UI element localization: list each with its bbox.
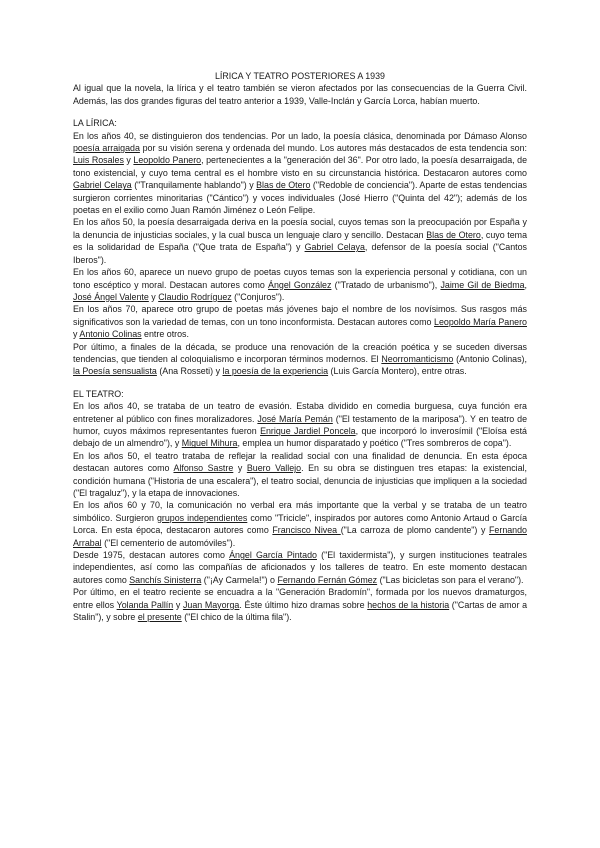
intro-paragraph: Al igual que la novela, la lírica y el teatro también se vieron afectados por las consecuencias de la Guerra Civil. Además, las dos grandes figuras del teatro anterior a 1939, Valle-Inclán y García Lorca, habían muerto. [73, 83, 527, 106]
teatro-paragraph: Por último, en el teatro reciente se encuadra a la "Generación Bradomín", formada por los nuevos dramaturgos, entre ellos Yolanda Pallín y Juan Mayorga. Éste último hizo dramas sobre hechos de la historia ("Cartas de amor a Stalin"), y sobre el presente ("El chico de la última fila"). [73, 587, 527, 623]
underlined-name: Luis Rosales [73, 155, 124, 166]
underlined-name: José María Pemán [257, 413, 333, 424]
underlined-name: Enrique Jardiel Poncela [260, 425, 356, 436]
underlined-name: Ángel García Pintado [229, 550, 317, 561]
underlined-name: Leopoldo María Panero [434, 316, 527, 327]
underlined-name: Antonio Colinas [79, 329, 142, 340]
underlined-name: la poesía de la experiencia [222, 366, 329, 377]
underlined-name: Juan Mayorga [182, 599, 240, 610]
underlined-name: Gabriel Celaya [304, 242, 365, 253]
underlined-name: Blas de Otero [256, 180, 311, 191]
lirica-heading: LA LÍRICA: [73, 118, 117, 129]
teatro-paragraph: En los años 60 y 70, la comunicación no verbal era más importante que la verbal y se trataba de un teatro simbólico. Surgieron grupos independientes como "Tricicle", inspirados por autores como Antonio Artaud o García Lorca. En esta época, destacaron autores como Francisco Nivea ("La carroza de plomo candente") y Fernando Arrabal ("El cementerio de automóviles"). [73, 500, 528, 548]
lirica-paragraph: En los años 60, aparece un nuevo grupo de poetas cuyos temas son la experiencia personal y cotidiana, con un tono escéptico y moral. Destacan autores como Ángel González ("Tratado de urbanismo"), Jaime Gil de Biedma, José Ángel Valente y Claudio Rodríguez ("Conjuros"). [73, 267, 527, 302]
teatro-heading: EL TEATRO: [73, 388, 124, 399]
underlined-name: Blas de Otero [426, 229, 481, 240]
lirica-paragraph: En los años 40, se distinguieron dos tendencias. Por un lado, la poesía clásica, denominada por Dámaso Alonso poesía arraigada por su visión serena y ordenada del mundo. Los autores más destacados de esta tendencia son: Luis Rosales y Leopoldo Panero, pertenecientes a la "generación del 36". Por otro lado, la poesía desarraigada, de tono existencial, y cuyo tema central es el hombre visto en su circunstancia histórica. Destacaron autores como Gabriel Celaya ("Tranquilamente hablando") y Blas de Otero ("Redoble de conciencia"). Aparte de estas tendencias surgieron corrientes minoritarias ("Cántico") y voces individuales (José Hierro ("Quinta del 42"); además de los poetas en el exilio como Juan Ramón Jiménez o León Felipe. [73, 130, 528, 216]
lirica-paragraph: En los años 50, la poesía desarraigada deriva en la poesía social, cuyos temas son la preocupación por España y la denuncia de injusticias sociales, y la cual busca un lenguaje claro y sencillo. Destacan Blas de Otero, cuyo tema es la solidaridad de España ("Que trata de España") y Gabriel Celaya, defensor de la poesía social ("Cantos Iberos"). [73, 217, 528, 265]
teatro-section [73, 400, 527, 623]
document-title: LÍRICA Y TEATRO POSTERIORES A 1939 [214, 71, 385, 81]
underlined-name: Ángel González [268, 279, 332, 290]
lirica-section [73, 130, 527, 378]
spacer [73, 378, 527, 388]
underlined-name: Gabriel Celaya [73, 180, 132, 191]
underlined-name: la Poesía sensualista [73, 366, 157, 377]
underlined-name: Neorromanticismo [381, 353, 454, 364]
spacer [73, 107, 527, 117]
lirica-paragraph: En los años 70, aparece otro grupo de poetas más jóvenes bajo el nombre de los novísimos. Sus rasgos más significativos son la variedad de temas, con un tono inconformista. Destacan autores como Leopoldo María Panero y Antonio Colinas entre otros. [73, 304, 527, 340]
underlined-name: Sanchís Sinisterra [129, 574, 202, 585]
underlined-name: José Ángel Valente [73, 291, 149, 302]
lirica-paragraph: Por último, a finales de la década, se produce una renovación de la creación poética y se suceden diversas tendencias, que tienden al coloquialismo e incorporan términos modernos. El Neorromanticismo (Antonio Colinas), la Poesía sensualista (Ana Rosseti) y la poesía de la experiencia (Luis García Montero), entre otras. [73, 341, 527, 377]
underlined-name: Miguel Mihura [181, 438, 238, 449]
underlined-name: Claudio Rodríguez [158, 291, 232, 302]
document-page [73, 70, 527, 623]
underlined-name: Leopoldo Panero [133, 155, 202, 166]
underlined-name: Fernando Fernán Gómez [277, 574, 378, 585]
underlined-name: Jaime Gil de Biedma [440, 279, 525, 290]
underlined-name: hechos de la historia [367, 599, 450, 610]
underlined-name: poesía arraigada [73, 143, 140, 154]
teatro-paragraph: Desde 1975, destacan autores como Ángel García Pintado ("El taxidermista"), y surgen instituciones teatrales independientes, así como las compañías de aficionados y los talleres de teatro. En este momento destacan autores como Sanchís Sinisterra ("¡Ay Carmela!") o Fernando Fernán Gómez ("Las bicicletas son para el verano"). [73, 550, 527, 585]
underlined-name: Yolanda Pallín [116, 599, 174, 610]
underlined-name: grupos independientes [156, 512, 248, 523]
underlined-name: Fernando Arrabal [73, 525, 527, 548]
underlined-name: Alfonso Sastre [173, 463, 234, 474]
underlined-name: el presente [137, 612, 182, 623]
teatro-paragraph: En los años 40, se trataba de un teatro de evasión. Estaba dividido en comedia burguesa, cuya función era entretener al público con fines moralizadores. José María Pemán ("El testamento de la mariposa"). Y en teatro de humor, cuyos máximos representantes fueron Enrique Jardiel Poncela, que incorporó lo inverosímil ("Eloísa está debajo de un almendro"), y Miguel Mihura, emplea un humor disparatado y poético ("Tres sombreros de copa"). [73, 401, 528, 449]
underlined-name: Buero Vallejo [246, 463, 302, 474]
teatro-paragraph: En los años 50, el teatro trataba de reflejar la realidad social con una finalidad de denuncia. En esta época destacan autores como Alfonso Sastre y Buero Vallejo. En su obra se distinguen tres etapas: la existencial, condición humana ("Historia de una escalera"), el teatro social, denuncia de injusticias que impliquen a la sociedad ("El tragaluz"), y la etapa de innovaciones. [73, 450, 528, 498]
underlined-name: Francisco Nivea [272, 525, 341, 536]
